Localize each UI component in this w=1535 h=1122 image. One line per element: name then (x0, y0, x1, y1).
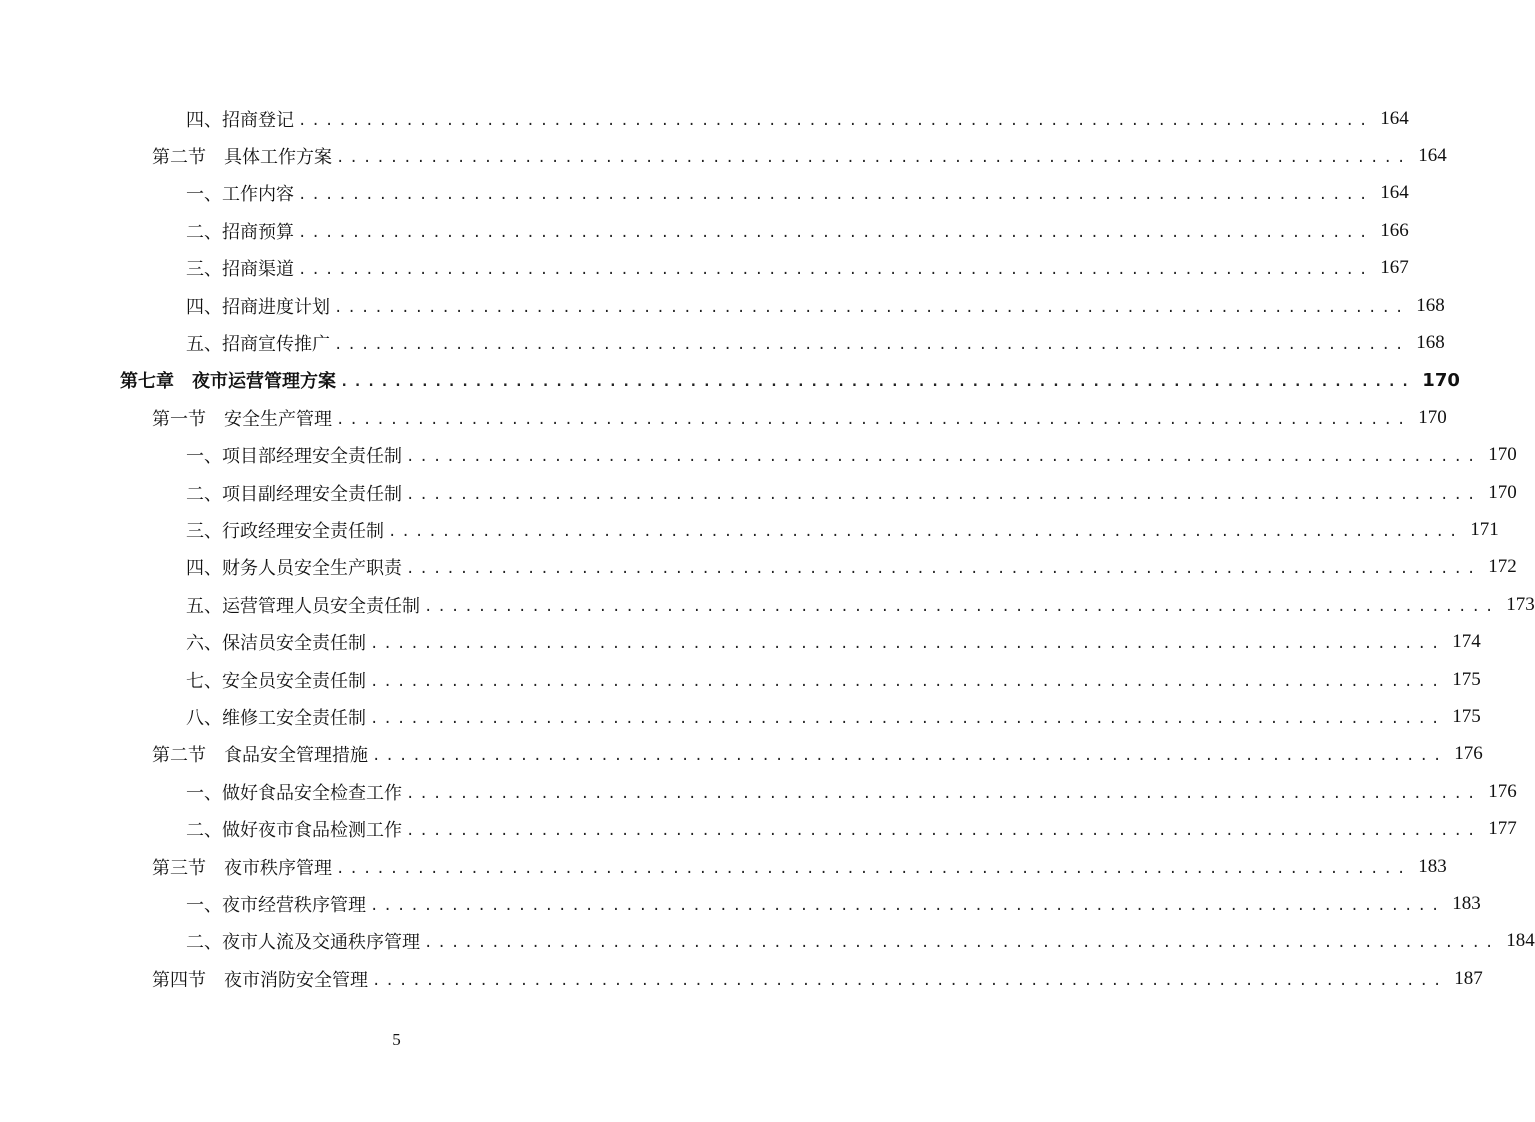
toc-entry[interactable] (186, 474, 1517, 511)
toc-entry-title: 二、招商预算 (186, 221, 294, 243)
toc-entry-page: 183 (1452, 892, 1481, 914)
toc-entry-title: 三、招商渠道 (186, 259, 294, 281)
toc-leader-dots: ................................................................................ (370, 710, 1445, 727)
toc-entry[interactable] (186, 885, 1481, 922)
toc-entry-page: 183 (1418, 855, 1447, 877)
toc-entry-title: 八、维修工安全责任制 (186, 707, 366, 729)
toc-entry-page: 175 (1452, 705, 1481, 727)
toc-entry-title: 四、招商登记 (186, 109, 294, 131)
toc-entry-title: 第七章 夜市运营管理方案 (120, 371, 336, 393)
toc-leader-dots: ................................................................................ (406, 486, 1481, 503)
toc-entry[interactable] (152, 137, 1447, 174)
toc-leader-dots: ................................................................................ (334, 336, 1409, 353)
toc-entry-title: 第一节 安全生产管理 (152, 408, 332, 430)
toc-entry-page: 174 (1452, 631, 1481, 653)
toc-entry-title: 二、夜市人流及交通秩序管理 (186, 932, 420, 954)
toc-entry[interactable] (152, 960, 1483, 997)
toc-entry[interactable] (186, 698, 1481, 735)
toc-leader-dots: ................................................................................ (298, 187, 1373, 204)
toc-entry-page: 176 (1454, 743, 1483, 765)
toc-entry-page: 164 (1380, 107, 1409, 129)
toc-leader-dots: ................................................................................ (370, 673, 1445, 690)
toc-entry[interactable] (186, 773, 1517, 810)
toc-leader-dots: ................................................................................ (424, 935, 1499, 952)
toc-leader-dots: ................................................................................ (424, 598, 1499, 615)
toc-entry-title: 第四节 夜市消防安全管理 (152, 969, 368, 991)
toc-leader-dots: ................................................................................ (370, 897, 1445, 914)
toc-leader-dots: ................................................................................ (336, 860, 1411, 877)
toc-entry[interactable] (186, 549, 1517, 586)
toc-leader-dots: ................................................................................ (370, 636, 1445, 653)
toc-entry[interactable] (152, 399, 1447, 436)
page-number: 5 (392, 1030, 401, 1049)
toc-entry[interactable] (120, 362, 1460, 399)
toc-leader-dots: ................................................................................ (336, 149, 1411, 166)
toc-entry-page: 173 (1506, 593, 1535, 615)
toc-entry-page: 164 (1380, 182, 1409, 204)
toc-entry-title: 二、做好夜市食品检测工作 (186, 820, 402, 842)
toc-entry-page: 184 (1506, 930, 1535, 952)
toc-entry[interactable] (186, 324, 1445, 361)
toc-entry-title: 七、安全员安全责任制 (186, 670, 366, 692)
toc-entry-page: 164 (1418, 144, 1447, 166)
toc-entry[interactable] (186, 250, 1409, 287)
toc-entry[interactable] (186, 212, 1409, 249)
toc-entry-page: 168 (1416, 331, 1445, 353)
toc-entry-page: 176 (1488, 780, 1517, 802)
toc-entry-page: 170 (1422, 369, 1460, 391)
toc-entry-title: 六、保洁员安全责任制 (186, 633, 366, 655)
toc-leader-dots: ................................................................................ (298, 262, 1373, 279)
toc-leader-dots: ................................................................................ (372, 972, 1447, 989)
toc-entry-title: 第二节 食品安全管理措施 (152, 745, 368, 767)
toc-entry-page: 170 (1488, 444, 1517, 466)
toc-entry-title: 一、工作内容 (186, 184, 294, 206)
toc-entry-page: 167 (1380, 257, 1409, 279)
toc-leader-dots: ................................................................................ (406, 561, 1481, 578)
toc-entry[interactable] (186, 100, 1409, 137)
toc-entry-page: 172 (1488, 556, 1517, 578)
toc-entry[interactable] (186, 511, 1499, 548)
toc-entry-page: 171 (1470, 518, 1499, 540)
toc-entry-page: 177 (1488, 818, 1517, 840)
toc-entry-title: 一、项目部经理安全责任制 (186, 446, 402, 468)
toc-leader-dots: ................................................................................ (298, 224, 1373, 241)
toc-leader-dots: ................................................................................ (298, 112, 1373, 129)
toc-entry[interactable] (186, 624, 1481, 661)
toc-entry[interactable] (186, 811, 1517, 848)
toc-leader-dots: ................................................................................ (372, 748, 1447, 765)
toc-entry-title: 第三节 夜市秩序管理 (152, 857, 332, 879)
toc-leader-dots: ................................................................................ (388, 523, 1463, 540)
toc-entry-title: 一、做好食品安全检查工作 (186, 782, 402, 804)
toc-entry[interactable] (186, 287, 1445, 324)
toc-entry-title: 三、行政经理安全责任制 (186, 520, 384, 542)
toc-leader-dots: ................................................................................ (406, 449, 1481, 466)
toc-entry-title: 一、夜市经营秩序管理 (186, 894, 366, 916)
toc-leader-dots: ................................................................................ (340, 374, 1415, 391)
toc-entry-page: 175 (1452, 668, 1481, 690)
toc-entry-title: 五、招商宣传推广 (186, 333, 330, 355)
toc-entry-page: 170 (1418, 406, 1447, 428)
toc-entry[interactable] (186, 923, 1535, 960)
toc-entry-page: 168 (1416, 294, 1445, 316)
toc-entry[interactable] (152, 848, 1447, 885)
toc-leader-dots: ................................................................................ (406, 823, 1481, 840)
toc-leader-dots: ................................................................................ (406, 785, 1481, 802)
toc-entry-title: 二、项目副经理安全责任制 (186, 483, 402, 505)
toc-entry[interactable] (152, 736, 1483, 773)
toc-entry-page: 170 (1488, 481, 1517, 503)
toc-entry-title: 四、招商进度计划 (186, 296, 330, 318)
toc-entry[interactable] (186, 437, 1517, 474)
toc-entry-title: 第二节 具体工作方案 (152, 146, 332, 168)
toc-entry-title: 五、运营管理人员安全责任制 (186, 595, 420, 617)
toc-entry[interactable] (186, 175, 1409, 212)
toc-entry-page: 166 (1380, 219, 1409, 241)
toc-entry-page: 187 (1454, 967, 1483, 989)
toc-leader-dots: ................................................................................ (334, 299, 1409, 316)
toc-leader-dots: ................................................................................ (336, 411, 1411, 428)
toc-entry-title: 四、财务人员安全生产职责 (186, 558, 402, 580)
toc-entry[interactable] (186, 661, 1481, 698)
toc-entry[interactable] (186, 586, 1535, 623)
